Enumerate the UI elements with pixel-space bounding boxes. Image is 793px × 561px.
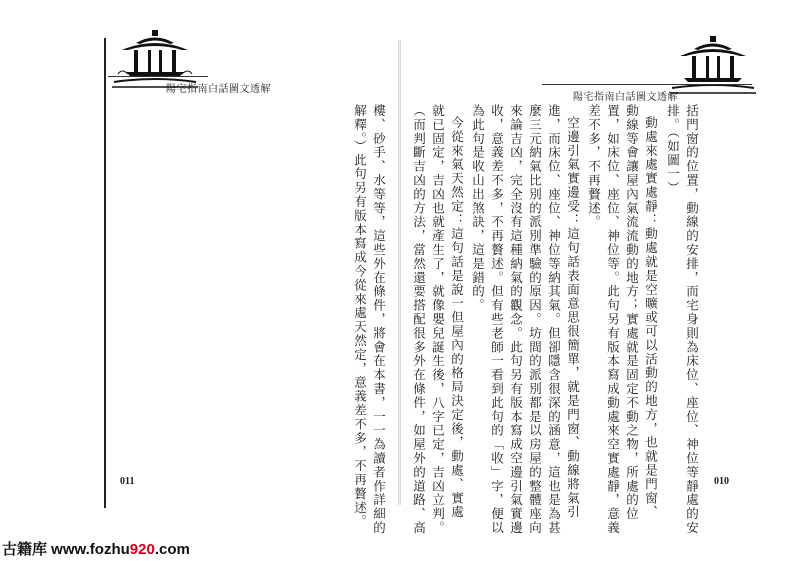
pavilion-ornament-icon [670, 36, 756, 94]
text-column: 解釋。）此句另有版本寫成今從來處天然定，意義差不多，不再贅述。 [352, 104, 368, 529]
text-column: 為此句是收山出煞訣，這是錯的。 [470, 104, 486, 313]
text-column: 今從來氣天然定：這句話是說一但屋內的格局決定後，動處、實處 [449, 116, 465, 520]
text-column: 來論吉凶，完全沒有這種納氣的觀念。此句另有版本寫成空邊引氣實邊 [508, 104, 524, 535]
text-column: 進，而床位、座位、神位等納其氣。但卻隱含很深的涵意，這也是為甚 [546, 104, 562, 535]
text-column: 收，意義差不多，不再贅述。但有些老師一看到此句的「收」字，便以 [489, 104, 505, 535]
text-column: 動線等會讓屋內氣流流動的地方；實處就是固定不動之物，所處的位 [624, 104, 640, 521]
left-header-rule [108, 76, 208, 77]
book-gutter [398, 40, 401, 505]
text-column: 樓、砂手、水等等，這些外在條件，將會在本書，一一為讀者作詳細的 [371, 104, 387, 535]
watermark-url-red: 920 [129, 541, 155, 558]
text-column: 空邊引氣實邊受：這句話表面意思很簡單，就是門窗、動線將氣引 [565, 116, 581, 520]
left-page-edge [104, 38, 106, 508]
text-column: 括門窗的位置，動線的安排，而宅身則為床位、座位、神位等靜處的安 [684, 104, 700, 535]
text-column: 就已固定，吉凶也就產生了，就像嬰兒誕生後，八字已定，吉凶立判。 [430, 104, 446, 535]
site-watermark [2, 538, 190, 559]
right-running-title: 陽宅指南白話圖文透解 [573, 92, 678, 103]
page-number-right: 010 [714, 476, 729, 487]
text-column: 置，如床位、座位、神位等。此句另有版本寫成動處來空實處靜，意義 [605, 104, 621, 535]
text-column: 差不多，不再贅述。 [586, 104, 602, 230]
watermark-url-start: www.fozhu [51, 541, 130, 558]
text-column: 排。（如圖一） [665, 104, 681, 196]
text-column: （而判斷吉凶的方法，當然還要搭配很多外在條件，如屋外的道路、高 [411, 104, 427, 535]
left-running-title: 陽宅指南白話圖文透解 [166, 84, 271, 95]
watermark-prefix: 古籍库 [2, 541, 52, 558]
text-column: 動處來處實處靜：動處就是空曠或可以活動的地方，也就是門窗、 [643, 116, 659, 520]
watermark-url-end: .com [154, 541, 190, 558]
right-header-rule [542, 84, 752, 85]
text-column: 麼三元納氣比別的派別準驗的原因。坊間的派別都是以房屋的整體座向 [527, 104, 543, 535]
page-number-left: 011 [120, 476, 135, 487]
